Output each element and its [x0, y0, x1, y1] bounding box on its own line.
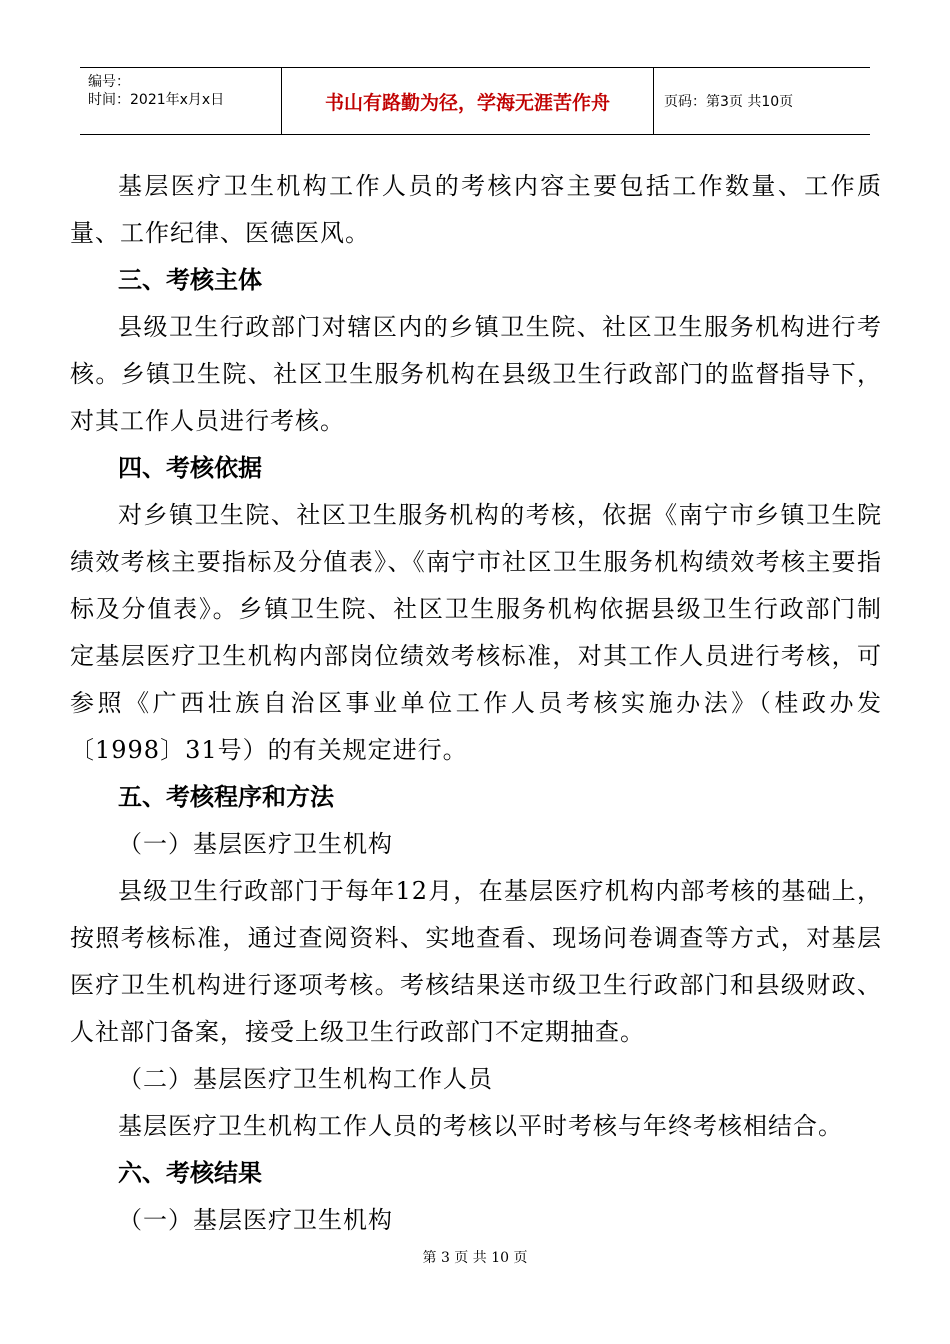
body-paragraph: 县级卫生行政部门于每年12月，在基层医疗机构内部考核的基础上，按照考核标准，通过查阅资料、实地查看、现场问卷调查等方式，对基层医疗卫生机构进行逐项考核。考核结果送市级卫生行政部门和县级财政、人社部门备案，接受上级卫生行政部门不定期抽查。	[70, 877, 882, 1046]
page-footer: 第 3 页 共 10 页	[422, 1250, 528, 1266]
body-paragraph: （二）基层医疗卫生机构工作人员	[118, 1065, 493, 1093]
header-page-info: 页码：第3页 共10页	[664, 94, 794, 110]
document-date: 时间：2021年x月x日	[88, 92, 225, 108]
section-heading: 四、考核依据	[118, 454, 262, 482]
header-motto: 书山有路勤为径，学海无涯苦作舟	[282, 68, 654, 134]
document-number-label: 编号：	[88, 74, 130, 90]
section-heading: 六、考核结果	[118, 1159, 262, 1187]
section-heading: 五、考核程序和方法	[118, 783, 334, 811]
document-body	[70, 163, 882, 1244]
section-heading: 三、考核主体	[118, 266, 262, 294]
body-paragraph: 对乡镇卫生院、社区卫生服务机构的考核，依据《南宁市乡镇卫生院绩效考核主要指标及分值表》、《南宁市社区卫生服务机构绩效考核主要指标及分值表》。乡镇卫生院、社区卫生服务机构依据县级卫生行政部门制定基层医疗卫生机构内部岗位绩效考核标准，对其工作人员进行考核，可参照《广西壮族自治区事业单位工作人员考核实施办法》（桂政办发〔1998〕31号）的有关规定进行。	[70, 501, 882, 764]
header-meta	[80, 68, 282, 134]
body-paragraph: （一）基层医疗卫生机构	[118, 1206, 393, 1234]
body-paragraph: （一）基层医疗卫生机构	[118, 830, 393, 858]
page-header	[80, 67, 870, 135]
body-paragraph: 基层医疗卫生机构工作人员的考核内容主要包括工作数量、工作质量、工作纪律、医德医风。	[70, 172, 882, 247]
body-paragraph: 县级卫生行政部门对辖区内的乡镇卫生院、社区卫生服务机构进行考核。乡镇卫生院、社区卫生服务机构在县级卫生行政部门的监督指导下，对其工作人员进行考核。	[70, 313, 882, 435]
body-paragraph: 基层医疗卫生机构工作人员的考核以平时考核与年终考核相结合。	[118, 1112, 843, 1140]
